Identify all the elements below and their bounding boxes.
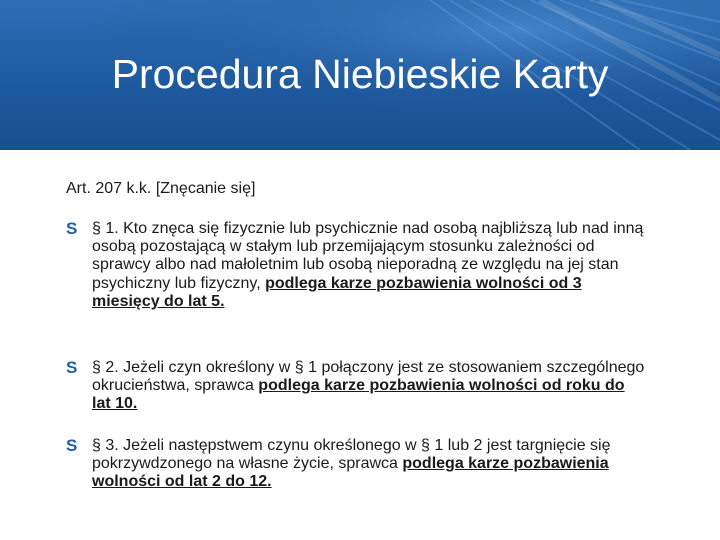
bullet-emphasis: podlega karze pozbawienia wolności od lat 2 do 12.: [92, 455, 609, 491]
bullet-paragraph-3: [66, 437, 646, 492]
bullet-text: [92, 437, 646, 492]
bullet-icon: S: [66, 358, 78, 377]
title-banner: [0, 0, 720, 150]
bullet-body: § 3. Jeżeli następstwem czynu określonego w § 1 lub 2 jest targnięcie się pokrzywdzonego na własne życie, sprawca: [92, 437, 611, 473]
slide-title: Procedura Niebieskie Karty: [111, 51, 609, 97]
bullet-emphasis: podlega karze pozbawienia wolności od roku do lat 10.: [92, 377, 625, 413]
bullet-emphasis: podlega karze pozbawienia wolności od 3 miesięcy do lat 5.: [92, 274, 582, 310]
article-heading: Art. 207 k.k. [Znęcanie się]: [66, 180, 256, 197]
bullet-icon: S: [66, 219, 78, 238]
bullet-text: [92, 220, 646, 311]
bullet-body: § 2. Jeżeli czyn określony w § 1 połączony jest ze stosowaniem szczególnego okrucieństwa, sprawca: [92, 359, 645, 395]
bullet-paragraph-1: [66, 220, 646, 311]
bullet-paragraph-2: [66, 359, 646, 414]
bullet-icon: S: [66, 436, 78, 455]
bullet-text: [92, 359, 646, 414]
bullet-body: § 1. Kto znęca się fizycznie lub psychicznie nad osobą najbliższą lub nad inną osobą pozostającą w stałym lub przemijającym stosunku zależności od sprawcy albo nad małoletnim lub osobą nieporadną ze względu na jej stan psychiczny lub fizyczny,: [92, 220, 644, 292]
